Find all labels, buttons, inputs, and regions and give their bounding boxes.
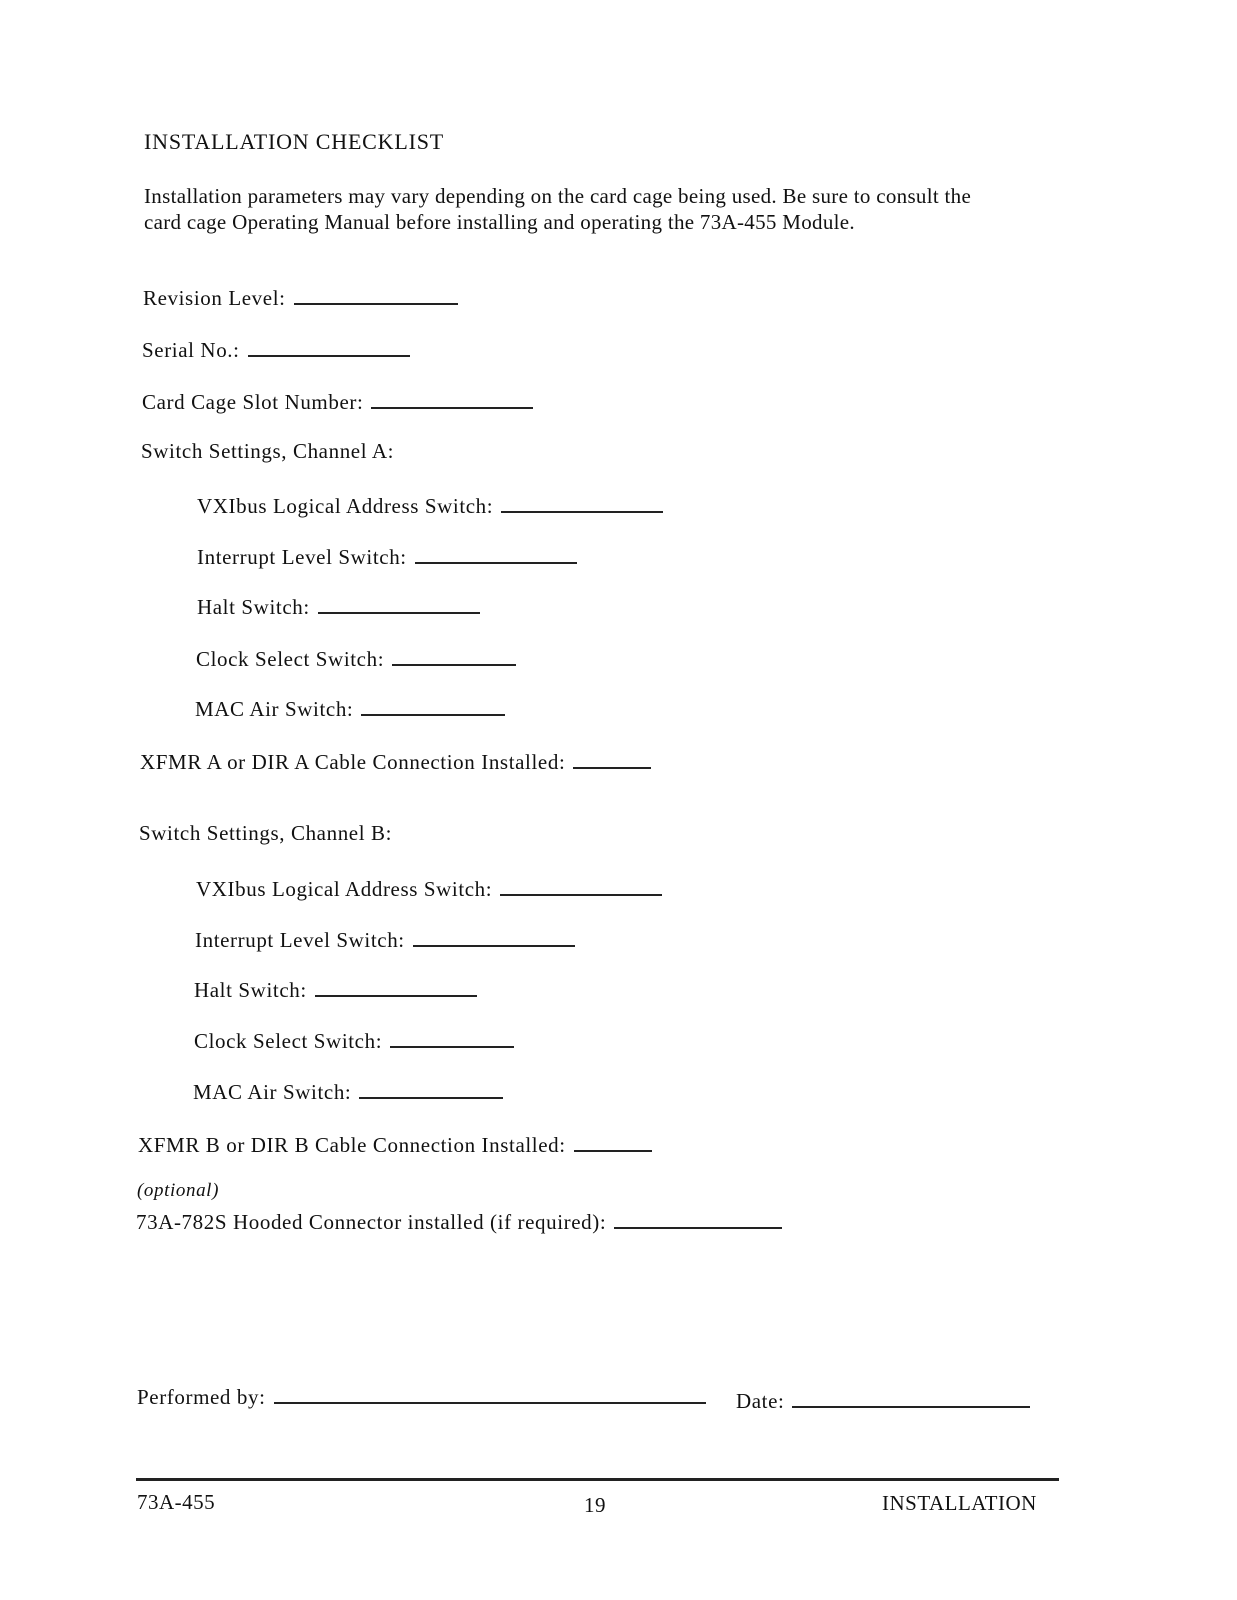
channel-b-vxibus-field[interactable] xyxy=(500,876,662,896)
revision-level-row xyxy=(143,285,458,309)
channel-b-halt-field[interactable] xyxy=(315,977,477,997)
channel-b-interrupt-field[interactable] xyxy=(413,927,575,947)
performed-by-row xyxy=(137,1384,706,1408)
optional-label: (optional) xyxy=(137,1180,219,1201)
channel-a-mac-air-field[interactable] xyxy=(361,696,505,716)
channel-b-halt-row xyxy=(194,977,477,1001)
channel-a-heading: Switch Settings, Channel A: xyxy=(141,439,395,463)
channel-a-cable-row xyxy=(140,749,651,773)
channel-b-vxibus-label: VXIbus Logical Address Switch: xyxy=(196,877,493,901)
footer-section: INSTALLATION xyxy=(882,1491,1037,1515)
channel-a-vxibus-field[interactable] xyxy=(501,493,663,513)
intro-line-2: card cage Operating Manual before installing and operating the 73A-455 Module. xyxy=(144,210,855,234)
serial-no-field[interactable] xyxy=(248,337,410,357)
footer-page-number: 19 xyxy=(584,1493,606,1517)
channel-a-vxibus-label: VXIbus Logical Address Switch: xyxy=(197,494,494,518)
channel-b-clock-field[interactable] xyxy=(390,1028,514,1048)
channel-b-halt-label: Halt Switch: xyxy=(194,978,307,1002)
channel-a-clock-field[interactable] xyxy=(392,646,516,666)
channel-b-mac-air-field[interactable] xyxy=(359,1079,503,1099)
serial-no-row xyxy=(142,337,410,361)
card-cage-slot-row xyxy=(142,389,533,413)
channel-a-interrupt-label: Interrupt Level Switch: xyxy=(197,545,407,569)
hooded-connector-row xyxy=(136,1209,782,1233)
page-title: INSTALLATION CHECKLIST xyxy=(144,129,444,154)
channel-b-vxibus-row xyxy=(196,876,662,900)
channel-b-clock-row xyxy=(194,1028,514,1052)
channel-a-cable-label: XFMR A or DIR A Cable Connection Installed: xyxy=(140,750,566,774)
channel-a-clock-label: Clock Select Switch: xyxy=(196,647,385,671)
channel-b-cable-label: XFMR B or DIR B Cable Connection Installed: xyxy=(138,1133,566,1157)
revision-level-field[interactable] xyxy=(294,285,458,305)
date-field[interactable] xyxy=(792,1388,1030,1408)
card-cage-slot-field[interactable] xyxy=(371,389,533,409)
channel-a-vxibus-row xyxy=(197,493,663,517)
channel-a-halt-row xyxy=(197,594,480,618)
channel-b-interrupt-row xyxy=(195,927,575,951)
intro-line-1: Installation parameters may vary depending on the card cage being used. Be sure to consult the xyxy=(144,184,972,208)
performed-by-field[interactable] xyxy=(274,1384,706,1404)
channel-a-halt-field[interactable] xyxy=(318,594,480,614)
footer-rule xyxy=(136,1478,1059,1481)
revision-level-label: Revision Level: xyxy=(143,286,286,310)
channel-b-cable-row xyxy=(138,1132,652,1156)
channel-b-clock-label: Clock Select Switch: xyxy=(194,1029,383,1053)
hooded-connector-field[interactable] xyxy=(614,1209,782,1229)
date-label: Date: xyxy=(736,1389,785,1413)
card-cage-slot-label: Card Cage Slot Number: xyxy=(142,390,364,414)
channel-a-clock-row xyxy=(196,646,516,670)
serial-no-label: Serial No.: xyxy=(142,338,240,362)
channel-b-mac-air-row xyxy=(193,1079,503,1103)
date-row xyxy=(736,1388,1030,1412)
hooded-connector-label: 73A-782S Hooded Connector installed (if required): xyxy=(136,1210,607,1234)
channel-a-halt-label: Halt Switch: xyxy=(197,595,310,619)
channel-a-mac-air-label: MAC Air Switch: xyxy=(195,697,354,721)
channel-a-interrupt-row xyxy=(197,544,577,568)
channel-a-cable-field[interactable] xyxy=(573,749,651,769)
channel-a-mac-air-row xyxy=(195,696,505,720)
performed-by-label: Performed by: xyxy=(137,1385,266,1409)
channel-b-mac-air-label: MAC Air Switch: xyxy=(193,1080,352,1104)
channel-b-heading: Switch Settings, Channel B: xyxy=(139,821,393,845)
channel-b-cable-field[interactable] xyxy=(574,1132,652,1152)
channel-a-interrupt-field[interactable] xyxy=(415,544,577,564)
channel-b-interrupt-label: Interrupt Level Switch: xyxy=(195,928,405,952)
footer-model: 73A-455 xyxy=(137,1490,216,1514)
